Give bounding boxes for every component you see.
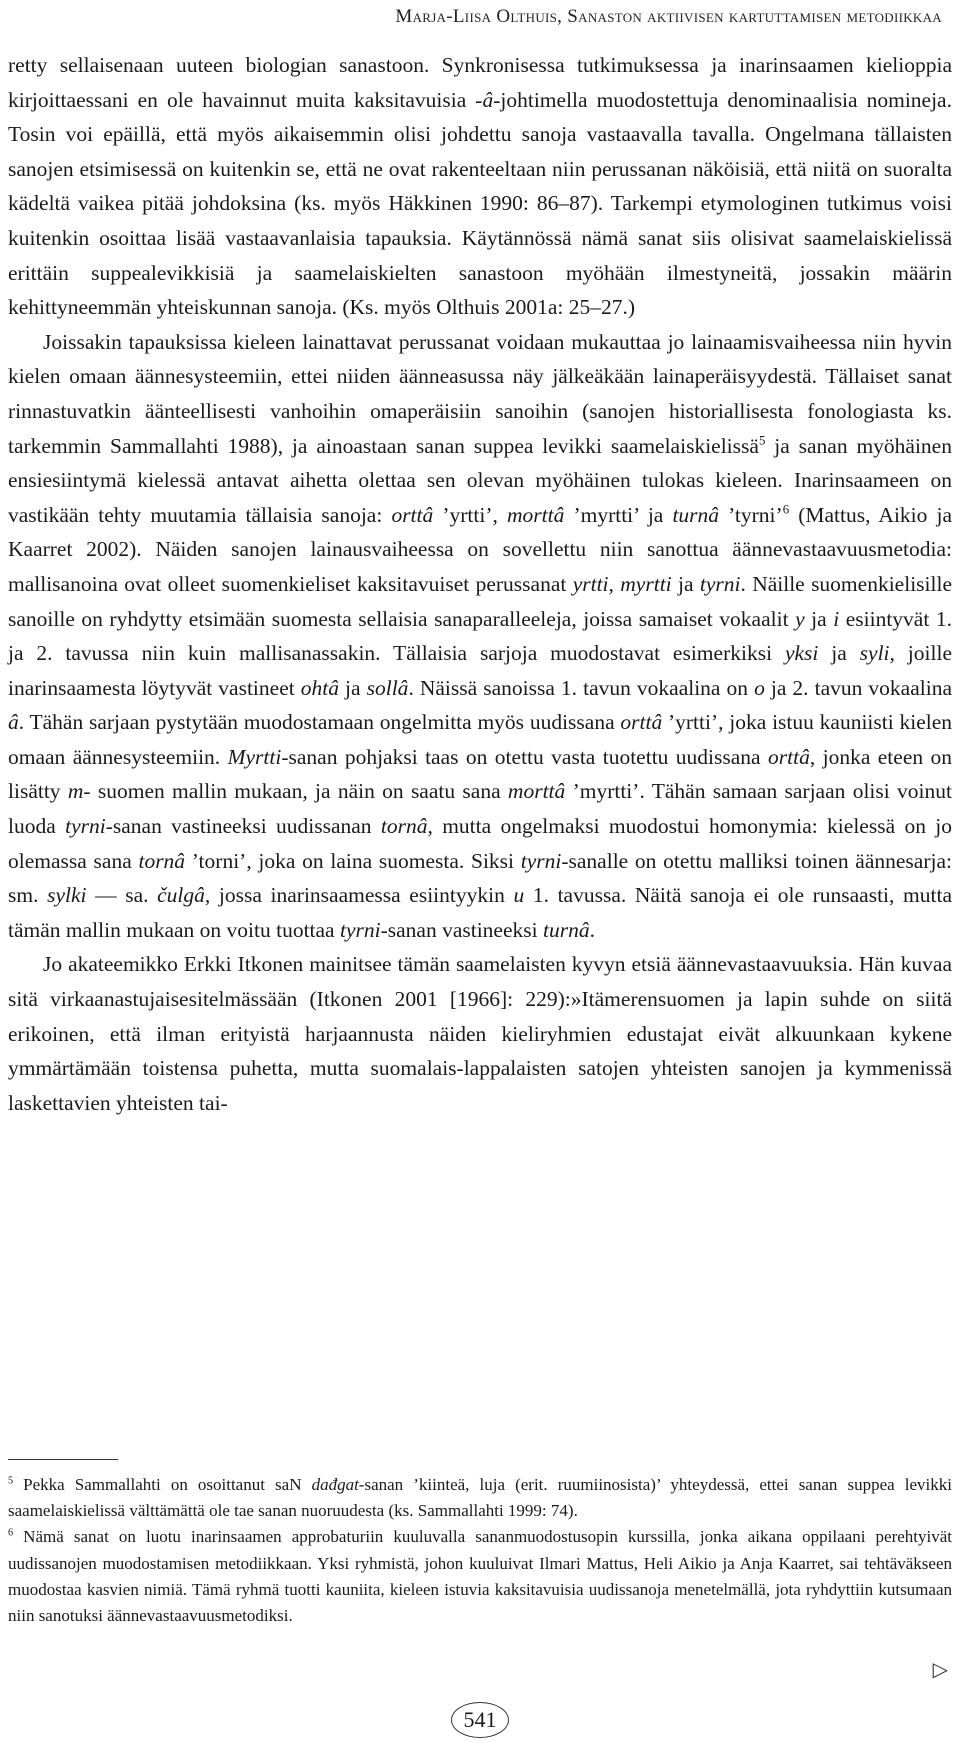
text-run: , jossa inarinsaamessa esiintyykin [204,883,514,908]
italic-term: tyrni [339,917,381,942]
text-run: ja [804,606,834,631]
italic-term: o [754,675,765,700]
text-run: , jonka eteen on lisätty [8,744,953,804]
text-run: , mutta ongelmaksi muodostui homonymia: kielessä on jo olemassa sana [8,814,952,873]
text-run: , [608,571,621,596]
text-run: ’myrtti’ ja [564,502,673,527]
text-run: -sanalle on otettu malliksi toinen äännesarja: sm. [8,848,952,908]
italic-term: syli [859,641,890,666]
running-head: Marja-Liisa Olthuis, Sanaston aktiivisen kartuttamisen metodiikkaa [395,6,942,27]
italic-term: orttâ [768,744,810,769]
footnote [8,1524,952,1629]
italic-term: m- [67,779,91,804]
italic-term: sollâ [366,675,409,700]
italic-term: tornâ [138,848,186,873]
text-run: Jo akateemikko Erkki Itkonen mainitsee tämän saamelaisten kyvyn etsiä äännevastaavuuksia. Hän kuvaa sitä virkaanastujaisesitelmässään (Itkonen 2001 [1966]: 229):»Itämerensuomen ja lapin suhde on siitä erikoinen, että ilman erityistä harjaannusta näiden kieliryhmien edustajat eivät alkuunkaan kykene ymmärtämään toistensa puhetta, mutta suomalais-lappalaisten satojen yhteisten sanojen ja kymmenissä laskettavien yhteisten tai- [8,952,952,1115]
footnote-marker: 6 [8,1527,14,1539]
text-run: ’yrtti’, joka istuu kauniisti kielen omaan äännesysteemiin. [8,710,952,769]
text-run: -sanan vastineeksi [380,917,543,942]
italic-term: y [795,606,805,631]
text-run: ja [818,641,860,666]
text-run: . [589,917,595,942]
text-run: , joille inarinsaamesta löytyvät vastineet [8,641,952,700]
text-run: -sanan pohjaksi taas on otettu vasta tuotettu uudissana [281,744,768,769]
footnote-marker: 5 [758,433,766,448]
footnote-separator [8,1459,118,1460]
page-number: 541 [451,1702,509,1738]
italic-term: sylki [47,883,87,908]
text-run: suomen mallin mukaan, ja näin on saatu sana [90,779,508,804]
text-run: Pekka Sammallahti on osoittanut saN [13,1475,312,1494]
text-run: esiintyvät 1. ja 2. tavussa niin kuin mallisanassakin. Tällaisia sarjoja muodostavat esimerkiksi [8,606,952,666]
italic-term: orttâ [391,502,434,527]
text-run: ja [671,571,700,596]
italic-term: yrtti [572,571,609,596]
text-run: ja [339,675,367,700]
italic-term: tyrni [699,571,741,596]
italic-term: turnâ [672,502,720,527]
text-run: . Näille suomenkielisille sanoille on ryhdytty etsimään suomesta sellaisia sanaparalleeleja, joissa samaiset vokaalit [8,571,952,631]
italic-term: tyrni [65,814,106,839]
italic-term: dađgat [311,1475,359,1494]
italic-term: myrtti [620,571,672,596]
text-run: (Mattus, Aikio ja Kaarret 2002). Näiden sanojen lainausvaiheessa on sovellettu niin sanottua äännevastaavuusmetodia: mallisanoina ovat olleet suomenkieliset kaksitavuiset perussanat [8,502,953,596]
text-run: -sanan vastineeksi uudissanan [105,814,381,839]
text-run: ’torni’, joka on laina suomesta. Siksi [185,848,521,873]
italic-term: morttâ [507,779,566,804]
italic-term: tyrni [520,848,562,873]
main-text [8,48,952,1120]
italic-term: tornâ [380,814,428,839]
italic-term: čulgâ [157,883,205,908]
text-run: ja 2. tavun vokaalina [764,675,952,700]
italic-term: Myrtti [227,744,282,769]
text-run: ’tyrni’ [719,502,783,527]
paragraph [8,48,952,325]
text-run: ja sanan myöhäinen ensiesiintymä kielessä antavat aihetta olettaa sen olevan myöhäinen tulokas kieleen. Inarinsaameen on vastikään tehty muutamia tällaisia sanoja: [8,433,952,527]
italic-term: ohtâ [300,675,339,700]
italic-term: turnâ [543,917,590,942]
text-run: — sa. [86,883,158,908]
italic-term: morttâ [507,502,565,527]
text-run: 1. tavussa. Näitä sanoja ei ole runsaasti, mutta tämän mallin mukaan on voitu tuottaa [8,883,952,942]
text-run: -sanan ’kiinteä, luja (erit. ruumiinosista)’ yhteydessä, ettei sanan suppea levikki saamelaiskielissä välttämättä ole tae sanan nuoruudesta (ks. Sammallahti 1999: 74). [8,1475,952,1521]
footnotes [8,1472,952,1629]
text-run: ’myrtti’. Tähän samaan sarjaan olisi voinut luoda [8,779,952,839]
italic-term: i [833,606,840,631]
italic-term: yksi [784,641,819,666]
footnote [8,1472,952,1524]
italic-term: u [513,883,525,908]
footnote-marker: 6 [782,502,790,517]
text-run: retty sellaisenaan uuteen biologian sanastoon. Synkronisessa tutkimuksessa ja inarinsaamen kielioppia kirjoittaessani en ole havainnut muita kaksitavuisia - [8,53,952,112]
text-run: Nämä sanat on luotu inarinsaamen approbaturiin kuuluvalla sananmuodostusopin kurssilla, jonka aikana oppilaani perehtyivät uudissanojen muodostamisen metodiikkaan. Yksi ryhmistä, johon kuuluivat Ilmari Mattus, Heli Aikio ja Anja Kaarret, sai tehtäväkseen muodostaa kasvien nimiä. Tämä ryhmä tuotti kauniita, kieleen istuvia kaksitavuisia uudissanoja menetelmällä, jota ryhdyttiin kutsumaan niin sanotuksi äännevastaavuusmetodiksi. [8,1527,952,1626]
italic-term: â [482,87,494,112]
italic-term: orttâ [620,710,663,735]
continue-arrow-icon: ▷ [932,1659,948,1681]
footnote-marker: 5 [8,1475,14,1487]
italic-term: â [8,710,19,735]
text-run: ’yrtti’, [433,502,507,527]
text-run: -johtimella muodostettuja denominaalisia nomineja. Tosin voi epäillä, että myös aikaisemmin olisi johdettu sanoja vastaavalla tavalla. Ongelmana tällaisten sanojen etsimisessä on kuitenkin se, että ne ovat rakenteeltaan niin perussanan näköisiä, että niitä on suoralta kädeltä vaikea pitää johdoksina (ks. myös Häkkinen 1990: 86–87). Tarkempi etymologinen tutkimus voisi kuitenkin osoittaa lisää vastaavanlaisia tapauksia. Käytännössä nämä sanat siis olisivat saamelaiskielissä erittäin suppealevikkisiä ja saamelaiskielten sanastoon myöhään ilmestyneitä, jossakin määrin kehittyneemmän yhteiskunnan sanoja. (Ks. myös Olthuis 2001a: 25–27.) [8,87,952,320]
paragraph [8,325,952,948]
text-run: Joissakin tapauksissa kieleen lainattavat perussanat voidaan mukauttaa jo lainaamisvaiheessa niin hyvin kielen omaan äännesysteemiin, ettei niiden äänneasussa näy jälkeäkään lainaperäisyydestä. Tällaiset sanat rinnastuvatkin äänteellisesti vanhoihin omaperäisiin sanoihin (sanojen historiallisesta fonologiasta ks. tarkemmin Sammallahti 1988), ja ainoastaan sanan suppea levikki saamelaiskielissä [8,329,952,458]
paragraph [8,947,952,1120]
text-run: . Tähän sarjaan pystytään muodostamaan ongelmitta myös uudissana [18,710,621,735]
text-run: . Näissä sanoissa 1. tavun vokaalina on [408,675,755,700]
